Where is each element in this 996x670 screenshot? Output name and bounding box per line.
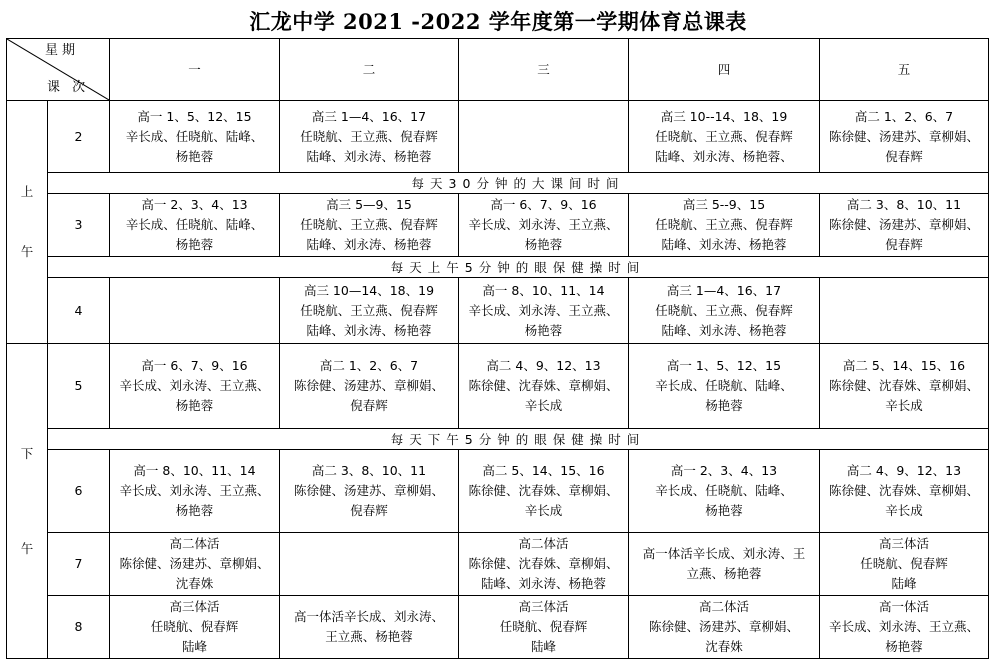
schedule-line: 陈徐健、汤建苏、章柳娟、 xyxy=(828,217,979,232)
schedule-line: 陈徐健、沈春姝、章柳娟、 xyxy=(468,556,619,571)
schedule-line: 陆峰、刘永涛、杨艳蓉 xyxy=(661,237,787,252)
schedule-line: 辛长成、任晓航、陆峰、 xyxy=(655,378,793,393)
schedule-line: 陆峰 xyxy=(891,576,917,591)
corner-weekday-label: 星期 xyxy=(44,43,79,58)
period-number: 6 xyxy=(48,450,110,533)
period-number: 4 xyxy=(48,278,110,344)
schedule-line: 辛长成 xyxy=(524,398,563,413)
schedule-cell-wed xyxy=(459,344,629,429)
schedule-line: 辛长成、刘永涛、王立燕、 xyxy=(468,302,619,318)
schedule-line: 任晓航、王立燕、倪春辉 xyxy=(300,217,438,232)
schedule-cell-mon xyxy=(110,344,280,429)
session-morning-char-2: 午 xyxy=(20,244,34,259)
schedule-line: 高二 5、14、15、16 xyxy=(482,463,605,478)
schedule-cell-thu xyxy=(629,101,820,173)
schedule-line: 高一 1、5、12、15 xyxy=(137,108,252,124)
timetable xyxy=(6,38,989,659)
period-row xyxy=(7,450,989,533)
schedule-cell-thu xyxy=(629,194,820,257)
schedule-cell-wed xyxy=(459,596,629,659)
schedule-line: 辛长成、刘永涛、王立燕、 xyxy=(119,483,270,498)
schedule-cell-mon xyxy=(110,596,280,659)
banner-row xyxy=(7,257,989,278)
schedule-line: 杨艳蓉 xyxy=(524,322,563,338)
schedule-line: 陈徐健、沈春姝、章柳娟、 xyxy=(468,378,619,393)
schedule-line: 倪春辉 xyxy=(350,398,388,413)
schedule-cell-fri xyxy=(820,596,989,659)
schedule-line: 杨艳蓉 xyxy=(175,398,214,413)
period-row xyxy=(7,194,989,257)
schedule-line: 高一 6、7、9、16 xyxy=(141,358,248,373)
period-number: 7 xyxy=(48,533,110,596)
page-title: 汇龙中学 2021 -2022 学年度第一学期体育总课表 xyxy=(249,9,747,34)
schedule-line: 立燕、杨艳蓉 xyxy=(686,566,762,581)
schedule-line: 辛长成、刘永涛、王立燕、 xyxy=(828,619,979,634)
day-header-tue: 二 xyxy=(280,39,459,101)
schedule-cell-wed xyxy=(459,194,629,257)
schedule-line: 高一 8、10、11、14 xyxy=(482,282,605,298)
schedule-line: 陈徐健、汤建苏、章柳娟、 xyxy=(119,556,270,571)
banner-row xyxy=(7,173,989,194)
schedule-cell-fri xyxy=(820,344,989,429)
schedule-line: 高一 1、5、12、15 xyxy=(666,358,782,373)
schedule-cell-thu xyxy=(629,278,820,344)
schedule-cell-mon xyxy=(110,101,280,173)
schedule-line: 高一 2、3、4、13 xyxy=(670,463,778,478)
schedule-line: 高三 5--9、15 xyxy=(682,197,766,212)
schedule-line: 高一体活辛长成、刘永涛、 xyxy=(293,609,444,624)
schedule-line: 高二体活 xyxy=(518,536,569,551)
schedule-line: 高三体活 xyxy=(878,536,929,551)
schedule-line: 高二 4、9、12、13 xyxy=(486,358,601,373)
banner-row xyxy=(7,429,989,450)
schedule-cell-wed xyxy=(459,278,629,344)
schedule-line: 陆峰、刘永涛、杨艳蓉 xyxy=(661,322,787,338)
schedule-cell-mon xyxy=(110,533,280,596)
schedule-line: 高一 6、7、9、16 xyxy=(490,197,597,212)
schedule-line: 高三 10--14、18、19 xyxy=(660,108,788,124)
schedule-line: 辛长成、刘永涛、王立燕、 xyxy=(468,217,619,232)
schedule-line: 陆峰、刘永涛、杨艳蓉 xyxy=(306,237,432,252)
day-header-wed: 三 xyxy=(459,39,629,101)
schedule-line: 高一体活辛长成、刘永涛、王 xyxy=(642,546,806,561)
schedule-cell-mon xyxy=(110,450,280,533)
schedule-cell-tue xyxy=(280,278,459,344)
header-corner xyxy=(7,39,110,101)
schedule-cell-thu xyxy=(629,596,820,659)
schedule-cell-fri xyxy=(820,194,989,257)
session-afternoon xyxy=(7,344,48,659)
schedule-line: 高二体活 xyxy=(698,599,749,614)
period-row xyxy=(7,344,989,429)
schedule-line: 高三 1—4、16、17 xyxy=(311,108,427,124)
session-afternoon-char-2: 午 xyxy=(20,541,34,556)
schedule-line: 陆峰、刘永涛、杨艳蓉、 xyxy=(655,148,793,164)
schedule-cell-tue xyxy=(280,533,459,596)
schedule-line: 杨艳蓉 xyxy=(175,148,214,164)
schedule-line: 陈徐健、汤建苏、章柳娟、 xyxy=(293,483,444,498)
schedule-line: 任晓航、王立燕、倪春辉 xyxy=(655,128,793,144)
schedule-line: 辛长成、任晓航、陆峰、 xyxy=(125,128,264,144)
timetable-body xyxy=(7,39,989,659)
schedule-line: 陈徐健、汤建苏、章柳娟、 xyxy=(828,128,979,144)
schedule-line: 高三体活 xyxy=(518,599,569,614)
schedule-line: 高二 1、2、6、7 xyxy=(319,358,419,373)
schedule-line: 沈春姝 xyxy=(705,639,743,654)
schedule-line: 杨艳蓉 xyxy=(175,503,214,518)
schedule-line: 陆峰、刘永涛、杨艳蓉 xyxy=(480,576,606,591)
banner-big-break: 每天30分钟的大课间时间 xyxy=(48,173,989,194)
schedule-cell-fri xyxy=(820,101,989,173)
schedule-cell-wed xyxy=(459,101,629,173)
schedule-line: 杨艳蓉 xyxy=(705,503,743,518)
schedule-line: 杨艳蓉 xyxy=(524,237,563,252)
period-row xyxy=(7,533,989,596)
schedule-cell-tue xyxy=(280,344,459,429)
schedule-cell-tue xyxy=(280,450,459,533)
schedule-cell-mon xyxy=(110,278,280,344)
schedule-line: 倪春辉 xyxy=(885,237,923,252)
day-header-fri: 五 xyxy=(820,39,989,101)
session-afternoon-char-1: 下 xyxy=(20,446,34,461)
schedule-line: 陈徐健、沈春姝、章柳娟、 xyxy=(828,378,979,393)
schedule-line: 陆峰 xyxy=(181,639,207,654)
schedule-line: 任晓航、倪春辉 xyxy=(860,556,948,571)
schedule-line: 陆峰、刘永涛、杨艳蓉 xyxy=(306,148,432,164)
corner-period-label: 课 次 xyxy=(47,80,90,95)
schedule-line: 任晓航、王立燕、倪春辉 xyxy=(655,217,793,232)
period-row xyxy=(7,278,989,344)
schedule-line: 陆峰 xyxy=(530,639,556,654)
schedule-line: 辛长成、任晓航、陆峰、 xyxy=(125,217,264,232)
schedule-cell-wed xyxy=(459,450,629,533)
schedule-cell-wed xyxy=(459,533,629,596)
day-header-mon: 一 xyxy=(110,39,280,101)
period-number: 8 xyxy=(48,596,110,659)
schedule-cell-thu xyxy=(629,450,820,533)
schedule-line: 杨艳蓉 xyxy=(175,237,214,252)
schedule-line: 沈春姝 xyxy=(175,576,214,591)
period-number: 2 xyxy=(48,101,110,173)
schedule-line: 任晓航、王立燕、倪春辉 xyxy=(655,302,793,318)
schedule-line: 辛长成 xyxy=(885,503,923,518)
schedule-line: 任晓航、王立燕、倪春辉 xyxy=(300,128,438,144)
schedule-line: 高一 2、3、4、13 xyxy=(141,197,248,212)
period-number: 5 xyxy=(48,344,110,429)
schedule-line: 陈徐健、沈春姝、章柳娟、 xyxy=(468,483,619,498)
schedule-line: 陈徐健、汤建苏、章柳娟、 xyxy=(648,619,799,634)
schedule-line: 陈徐健、汤建苏、章柳娟、 xyxy=(293,378,444,393)
schedule-cell-thu xyxy=(629,533,820,596)
period-row xyxy=(7,596,989,659)
schedule-cell-fri xyxy=(820,450,989,533)
schedule-line: 任晓航、王立燕、倪春辉 xyxy=(300,302,438,318)
schedule-cell-tue xyxy=(280,101,459,173)
schedule-line: 高二 1、2、6、7 xyxy=(854,108,954,124)
schedule-line: 高二体活 xyxy=(169,536,220,551)
header-row xyxy=(7,39,989,101)
day-header-thu: 四 xyxy=(629,39,820,101)
banner-afternoon-eye-exercise: 每天下午5分钟的眼保健操时间 xyxy=(48,429,989,450)
schedule-line: 高三 10—14、18、19 xyxy=(303,282,435,298)
schedule-line: 任晓航、倪春辉 xyxy=(150,619,239,634)
schedule-line: 杨艳蓉 xyxy=(885,639,923,654)
schedule-line: 高三体活 xyxy=(169,599,220,614)
period-number: 3 xyxy=(48,194,110,257)
schedule-line: 任晓航、倪春辉 xyxy=(499,619,588,634)
schedule-cell-tue xyxy=(280,194,459,257)
schedule-line: 杨艳蓉 xyxy=(705,398,743,413)
schedule-line: 高一体活 xyxy=(878,599,929,614)
schedule-line: 辛长成、任晓航、陆峰、 xyxy=(655,483,793,498)
schedule-cell-fri xyxy=(820,278,989,344)
period-row xyxy=(7,101,989,173)
session-morning-char-1: 上 xyxy=(20,184,34,199)
schedule-line: 辛长成、刘永涛、王立燕、 xyxy=(119,378,270,393)
schedule-line: 高三 5—9、15 xyxy=(326,197,412,212)
schedule-line: 高一 8、10、11、14 xyxy=(133,463,256,478)
schedule-line: 辛长成 xyxy=(524,503,563,518)
session-morning xyxy=(7,101,48,344)
schedule-line: 倪春辉 xyxy=(350,503,388,518)
schedule-line: 王立燕、杨艳蓉 xyxy=(325,629,413,644)
schedule-cell-thu xyxy=(629,344,820,429)
schedule-cell-tue xyxy=(280,596,459,659)
schedule-line: 高二 4、9、12、13 xyxy=(846,463,962,478)
schedule-line: 陈徐健、沈春姝、章柳娟、 xyxy=(828,483,979,498)
schedule-line: 高二 3、8、10、11 xyxy=(846,197,962,212)
schedule-line: 倪春辉 xyxy=(885,148,923,164)
schedule-line: 高二 3、8、10、11 xyxy=(311,463,427,478)
schedule-cell-mon xyxy=(110,194,280,257)
banner-morning-eye-exercise: 每天上午5分钟的眼保健操时间 xyxy=(48,257,989,278)
schedule-line: 高二 5、14、15、16 xyxy=(842,358,966,373)
schedule-line: 高三 1—4、16、17 xyxy=(666,282,782,298)
schedule-line: 陆峰、刘永涛、杨艳蓉 xyxy=(306,322,432,338)
schedule-cell-fri xyxy=(820,533,989,596)
schedule-line: 辛长成 xyxy=(885,398,923,413)
